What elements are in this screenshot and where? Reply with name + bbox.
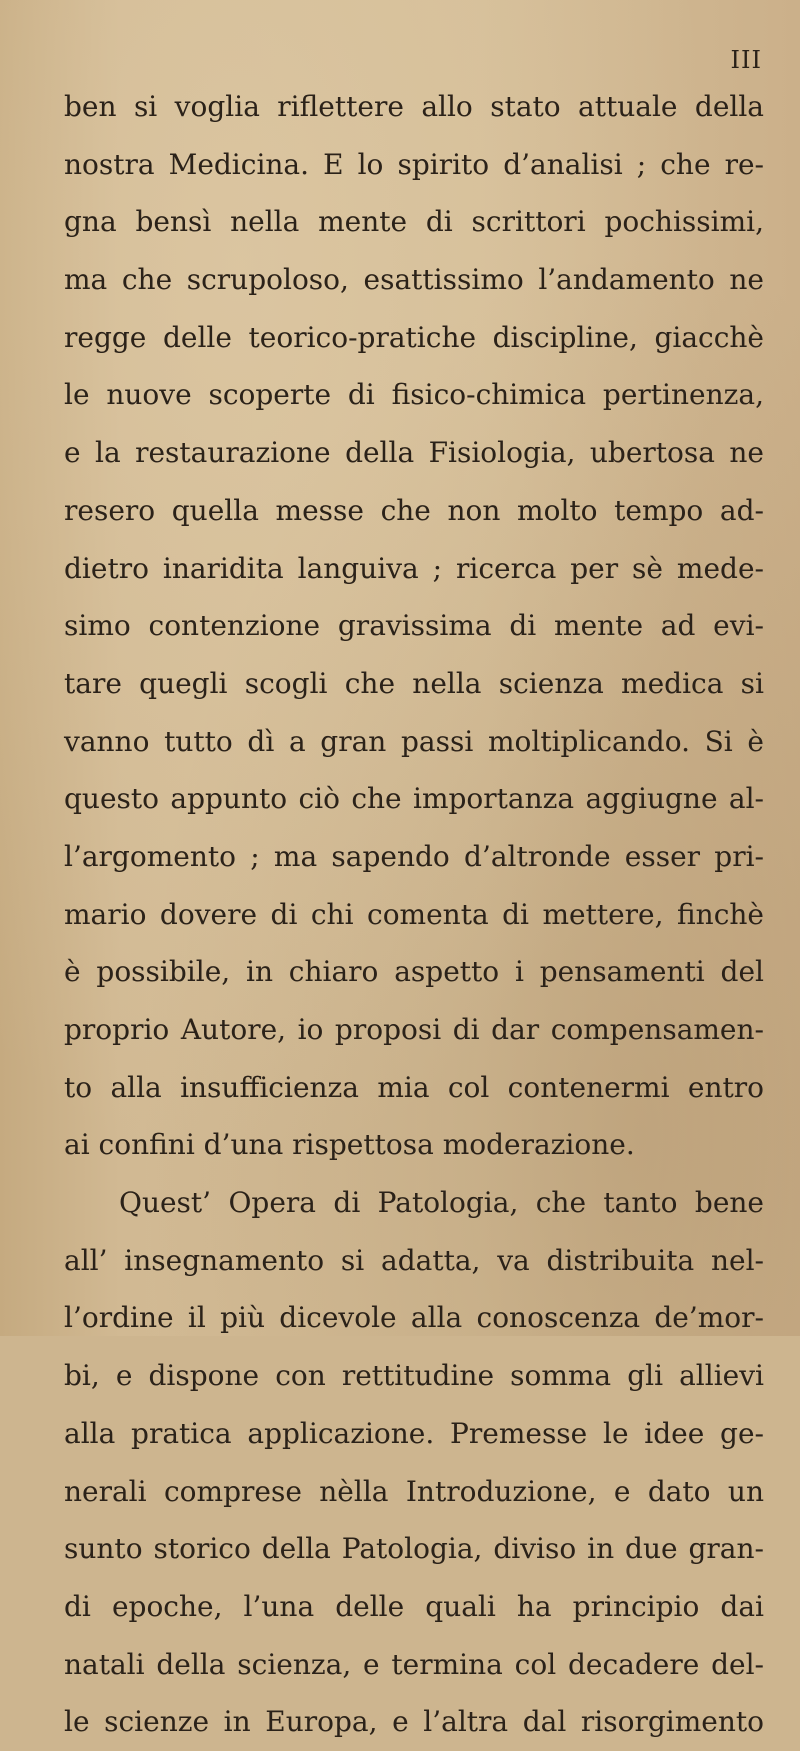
text-line: bi, e dispone con rettitudine somma gli allievi <box>64 1359 764 1393</box>
text-line: è possibile, in chiaro aspetto i pensamenti del <box>64 955 764 989</box>
text-line: nostra Medicina. E lo spirito d’analisi ; che re- <box>64 147 764 181</box>
text-line: l’argomento ; ma sapendo d’altronde esser pri- <box>64 839 764 873</box>
text-line: tare quegli scogli che nella scienza medica si <box>64 666 764 700</box>
text-line: to alla insufficienza mia col contenermi entro <box>64 1070 764 1104</box>
text-line: di epoche, l’una delle quali ha principio dai <box>64 1589 764 1623</box>
text-line: nerali comprese nèlla Introduzione, e dato un <box>64 1474 764 1508</box>
text-line: simo contenzione gravissima di mente ad evi- <box>64 609 764 643</box>
text-line: le nuove scoperte di fisico-chimica pertinenza, <box>64 378 764 412</box>
text-line: le scienze in Europa, e l’altra dal risorgimento <box>64 1705 764 1739</box>
text-line-paragraph-start: Quest’ Opera di Patologia, che tanto bene <box>119 1186 764 1220</box>
text-line: all’ insegnamento si adatta, va distribuita nel- <box>64 1243 764 1277</box>
text-line: dietro inaridita languiva ; ricerca per sè mede- <box>64 551 764 585</box>
text-line: alla pratica applicazione. Premesse le idee ge- <box>64 1416 764 1450</box>
text-line: ai confini d’una rispettosa moderazione. <box>64 1128 635 1162</box>
body-text <box>64 78 764 1751</box>
text-line: proprio Autore, io proposi di dar compensamen- <box>64 1013 764 1046</box>
text-line: vanno tutto dì a gran passi moltiplicando. Si è <box>64 724 764 758</box>
text-line: natali della scienza, e termina col decadere del- <box>64 1647 764 1681</box>
text-line: sunto storico della Patologia, diviso in due gran- <box>64 1532 764 1566</box>
text-line: gna bensì nella mente di scrittori pochissimi, <box>64 205 764 239</box>
text-line: ma che scrupoloso, esattissimo l’andamento ne <box>64 263 764 297</box>
text-line: l’ordine il più dicevole alla conoscenza de’mor- <box>64 1301 764 1335</box>
text-line: regge delle teorico-pratiche discipline, giacchè <box>64 320 764 354</box>
text-line: questo appunto ciò che importanza aggiugne al- <box>64 782 764 816</box>
text-line: mario dovere di chi comenta di mettere, finchè <box>64 897 764 931</box>
text-line: resero quella messe che non molto tempo ad- <box>64 493 764 527</box>
text-line: ben si voglia riflettere allo stato attuale della <box>64 90 764 123</box>
text-line: e la restaurazione della Fisiologia, ubertosa ne <box>64 436 764 470</box>
page-number: III <box>730 46 762 74</box>
